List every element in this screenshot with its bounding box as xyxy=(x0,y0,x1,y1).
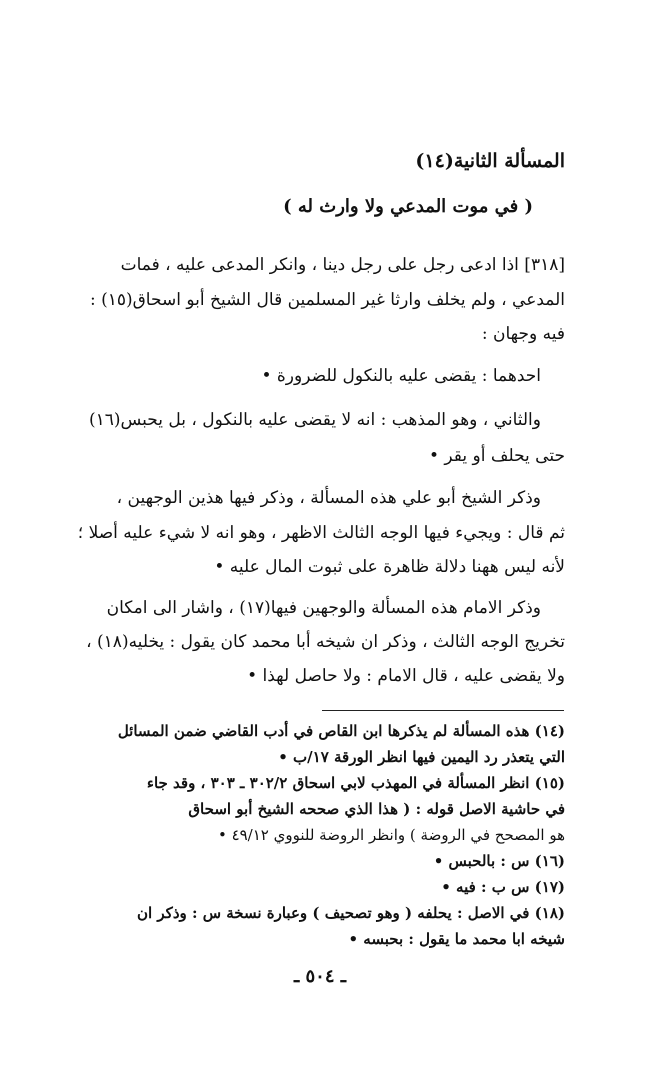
body-line: [٣١٨] اذا ادعى رجل على رجل دينا ، وانكر المدعى عليه ، فمات xyxy=(120,255,565,275)
footnote-line: (١٦) س : بالحبس • xyxy=(433,852,565,870)
body-line: ثم قال : ويجيء فيها الوجه الثالث الاظهر ، وهو انه لا شيء عليه أصلا ؛ xyxy=(77,523,565,543)
body-line: والثاني ، وهو المذهب : انه لا يقضى عليه بالنكول ، بل يحبس(١٦) xyxy=(88,410,541,430)
body-line: تخريج الوجه الثالث ، وذكر ان شيخه أبا محمد كان يقول : يخليه(١٨) ، xyxy=(86,632,565,652)
footnote-divider xyxy=(322,710,564,711)
footnote-line: (١٥) انظر المسألة في المهذب لابي اسحاق ٣٠٢/٢ ـ ٣٠٣ ، وقد جاء xyxy=(146,774,565,792)
body-line: احدهما : يقضى عليه بالنكول للضرورة • xyxy=(261,366,541,386)
body-line: ولا يقضى عليه ، قال الامام : ولا حاصل لهذا • xyxy=(247,666,565,686)
footnote-line: (١٤) هذه المسألة لم يذكرها ابن القاص في أدب القاضي ضمن المسائل xyxy=(117,722,565,740)
body-line: حتى يحلف أو يقر • xyxy=(428,446,565,466)
body-line: وذكر الشيخ أبو علي هذه المسألة ، وذكر فيها هذين الوجهين ، xyxy=(116,488,541,508)
page-number: ـ ٥٠٤ ـ xyxy=(293,966,347,987)
body-line: لأنه ليس ههنا دلالة ظاهرة على ثبوت المال عليه • xyxy=(214,557,565,577)
footnote-line: (١٨) في الاصل : يحلفه ( وهو تصحيف ) وعبارة نسخة س : وذكر ان xyxy=(137,904,565,922)
section-subheading: ( في موت المدعي ولا وارث له ) xyxy=(283,196,533,217)
footnote-line: (١٧) س ب : فيه • xyxy=(441,878,565,896)
section-heading: المسألة الثانية(١٤) xyxy=(415,150,565,172)
body-line: فيه وجهان : xyxy=(481,324,565,344)
footnote-line: في حاشية الاصل قوله : ( هذا الذي صححه الشيخ أبو اسحاق xyxy=(188,800,565,818)
footnote-line: التي يتعذر رد اليمين فيها انظر الورقة ١٧/ب • xyxy=(278,748,565,766)
body-line: المدعي ، ولم يخلف وارثا غير المسلمين قال الشيخ أبو اسحاق(١٥) : xyxy=(89,290,565,310)
body-line: وذكر الامام هذه المسألة والوجهين فيها(١٧) ، واشار الى امكان xyxy=(106,598,541,618)
footnote-line: هو المصحح في الروضة ) وانظر الروضة للنووي ٤٩/١٢ • xyxy=(217,826,565,844)
footnote-line: شيخه ابا محمد ما يقول : بحبسه • xyxy=(348,930,565,948)
